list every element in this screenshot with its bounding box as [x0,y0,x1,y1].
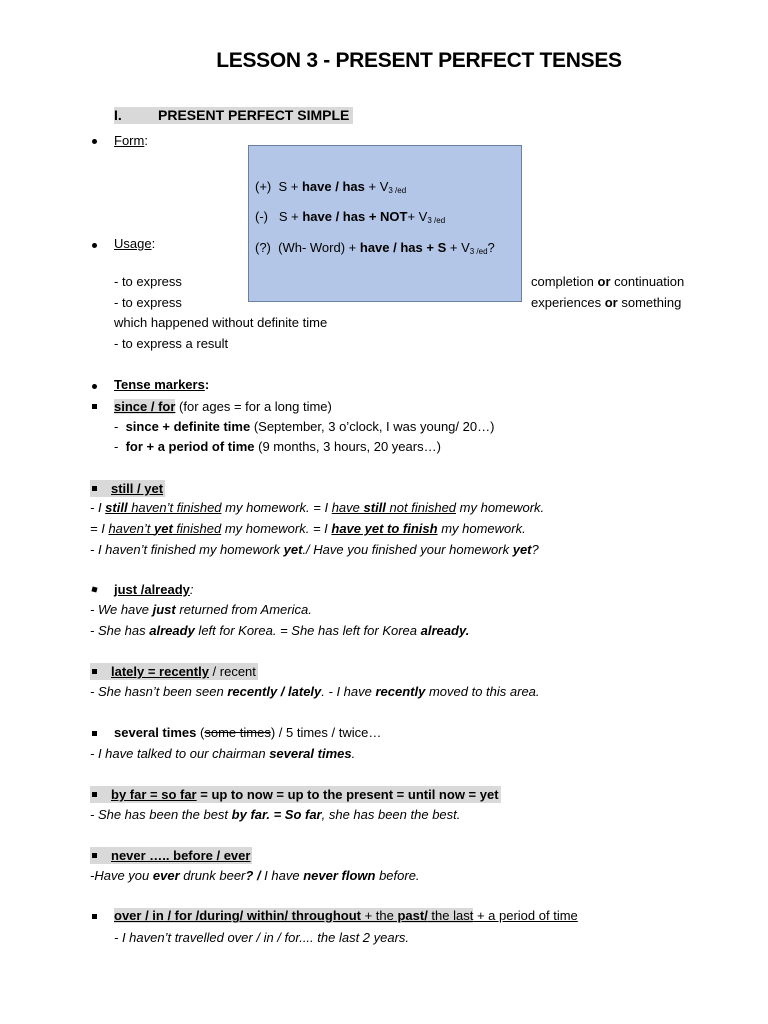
form-row-negative [255,209,445,225]
auxiliary: have / has + S [359,240,447,255]
subject: S + [278,209,299,224]
usage-line-1-left: - to express [114,274,182,289]
form-row-positive [255,179,406,195]
just-already-example-2: - She has already left for Korea. = She has left for Korea already. [90,623,470,638]
still-yet-heading [90,480,165,497]
auxiliary: have / has [301,179,365,194]
several-line: several times (some times) / 5 times / twice… [114,725,382,740]
sign-positive: (+) [255,179,272,194]
since-line: - since + definite time (September, 3 o’clock, I was young/ 20…) [114,419,495,434]
form-box [248,145,522,302]
verb: + V [407,209,428,224]
still-yet-example-2: = I haven’t yet finished my homework. = I have yet to finish my homework. [90,521,526,536]
tense-markers-label: Tense markers [114,377,205,392]
over-example: - I haven’t travelled over / in / for.... the last 2 years. [114,930,410,945]
for-line: - for + a period of time (9 months, 3 hours, 20 years…) [114,439,441,454]
section-label: PRESENT PERFECT SIMPLE [158,107,350,123]
verb: + V [449,240,470,255]
form-row-question [255,240,495,256]
just-already-example-1: - We have just returned from America. [90,602,312,617]
verb-form: 3 /ed [427,216,446,225]
lately-example: - She hasn’t been seen recently / lately. - I have recently moved to this area. [90,684,540,699]
over-label: over / in / for /during/ within/ throughout [114,908,361,923]
lately-heading: lately = recently / recent [90,663,258,680]
by-far-heading: by far = so far = up to now = up to the present = until now = yet [90,786,501,803]
form-label: Form [114,133,145,148]
several-label: several times [114,725,197,740]
bullet-tense-markers [92,384,97,389]
square-bullet-over [92,914,97,919]
still-yet-example-1: - I still haven’t finished my homework. = I have still not finished my homework. [90,500,545,515]
usage-label-line: Usage: [114,236,156,251]
usage-line-2-right: experiences or something [531,295,682,310]
page-title: LESSON 3 - PRESENT PERFECT TENSES [216,49,622,72]
over-line: over / in / for /during/ within/ throughout + the past/ the last + a period of time [114,908,578,923]
form-label-line: Form: [114,133,148,148]
usage-line-3: which happened without definite time [114,315,328,330]
just-already-label: just /already [114,582,190,597]
tense-markers-line: Tense markers: [114,377,210,392]
usage-line-2-left: - to express [114,295,182,310]
since-for-line [114,398,332,415]
section-heading [114,107,353,124]
verb-form: 3 /ed [388,186,407,195]
verb: + V [368,179,389,194]
bullet-usage [92,243,97,248]
since-for-label: since / for [114,399,176,414]
never-example: -Have you ever drunk beer? / I have never flown before. [90,868,420,883]
still-yet-example-3: - I haven’t finished my homework yet./ Have you finished your homework yet? [90,542,539,557]
auxiliary: have / has + NOT [302,209,408,224]
square-bullet-just-already [91,586,97,592]
bullet-form [92,139,97,144]
by-far-label: by far = so far [111,787,197,802]
square-bullet-several [92,731,97,736]
wh-word: (Wh- Word) + [278,240,357,255]
usage-line-1-right: completion or continuation [531,274,685,289]
never-label: never ….. before / ever [111,848,251,863]
usage-label: Usage [114,236,152,251]
question-mark: ? [487,240,495,255]
several-example: - I have talked to our chairman several times. [90,746,356,761]
still-yet-label: still / yet [111,481,164,496]
usage-line-4: - to express a result [114,336,229,351]
verb-form: 3 /ed [469,247,488,256]
by-far-example: - She has been the best by far. = So far, she has been the best. [90,807,461,822]
sign-negative: (-) [255,209,268,224]
sign-question: (?) [255,240,271,255]
just-already-line: just /already: [114,582,194,597]
section-number: I. [114,107,122,123]
subject: S + [278,179,299,194]
lately-label: lately = recently [111,664,209,679]
never-heading [90,847,252,864]
since-for-note: (for ages = for a long time) [179,399,332,414]
square-bullet-since-for [92,404,97,409]
